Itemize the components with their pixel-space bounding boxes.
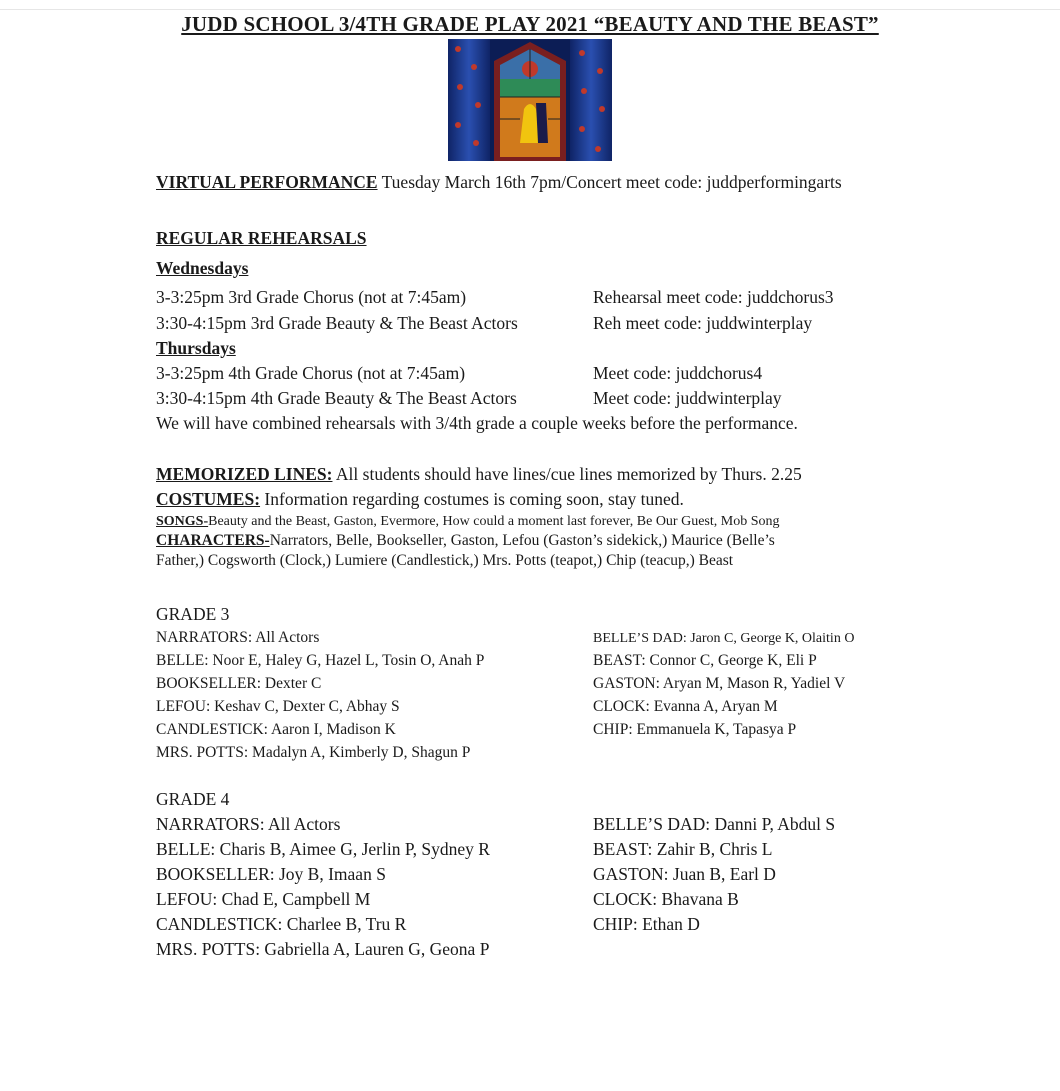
cast-entry: LEFOU: Keshav C, Dexter C, Abhay S [156, 698, 400, 715]
virtual-performance-label: VIRTUAL PERFORMANCE [156, 172, 378, 192]
cast-entry: MRS. POTTS: Madalyn A, Kimberly D, Shagun P [156, 744, 471, 761]
wednesdays-heading: Wednesdays [156, 258, 249, 278]
memorized-lines-text: All students should have lines/cue lines memorized by Thurs. 2.25 [335, 464, 802, 484]
wed-rehearsal-time: 3:30-4:15pm 3rd Grade Beauty & The Beast Actors [156, 313, 518, 333]
stained-glass-image [448, 39, 612, 161]
virtual-performance-text: Tuesday March 16th 7pm/Concert meet code: juddperformingarts [381, 172, 842, 192]
cast-entry: CANDLESTICK: Aaron I, Madison K [156, 721, 396, 738]
top-divider [0, 9, 1060, 10]
memorized-lines-label: MEMORIZED LINES: [156, 464, 333, 484]
thu-rehearsal-code: Meet code: juddchorus4 [593, 363, 763, 383]
thursdays-heading: Thursdays [156, 338, 236, 358]
cast-entry: MRS. POTTS: Gabriella A, Lauren G, Geona P [156, 939, 490, 959]
cast-entry: CHIP: Ethan D [593, 914, 700, 934]
cast-entry: BELLE’S DAD: Jaron C, George K, Olaitin O [593, 631, 855, 646]
page-title: JUDD SCHOOL 3/4TH GRADE PLAY 2021 “BEAUTY AND THE BEAST” [181, 12, 879, 36]
characters-text: Narrators, Belle, Bookseller, Gaston, Lefou (Gaston’s sidekick,) Maurice (Belle’s [269, 532, 775, 549]
cast-entry: BELLE’S DAD: Danni P, Abdul S [593, 814, 836, 834]
cast-entry: CLOCK: Bhavana B [593, 889, 739, 909]
costumes-line [156, 488, 684, 510]
cast-entry: BELLE: Charis B, Aimee G, Jerlin P, Sydney R [156, 839, 490, 859]
rehearsals-heading: REGULAR REHEARSALS [156, 228, 367, 248]
costumes-label: COSTUMES: [156, 489, 261, 509]
thu-rehearsal-code: Meet code: juddwinterplay [593, 388, 782, 408]
wed-rehearsal-code: Rehearsal meet code: juddchorus3 [593, 287, 834, 307]
cast-entry: BOOKSELLER: Dexter C [156, 675, 322, 692]
characters-label: CHARACTERS- [156, 532, 270, 549]
stained-glass-art [448, 39, 612, 161]
characters-line [156, 531, 775, 551]
cast-entry: CANDLESTICK: Charlee B, Tru R [156, 914, 407, 934]
combined-rehearsal-note: We will have combined rehearsals with 3/4th grade a couple weeks before the performance. [156, 413, 798, 433]
cast-entry: BELLE: Noor E, Haley G, Hazel L, Tosin O, Anah P [156, 652, 485, 669]
memorized-lines-line [156, 463, 802, 485]
cast-entry: GASTON: Juan B, Earl D [593, 864, 776, 884]
thu-rehearsal-time: 3-3:25pm 4th Grade Chorus (not at 7:45am) [156, 363, 466, 383]
virtual-performance-line [156, 171, 842, 193]
thu-rehearsal-time: 3:30-4:15pm 4th Grade Beauty & The Beast Actors [156, 388, 517, 408]
costumes-text: Information regarding costumes is coming soon, stay tuned. [264, 489, 684, 509]
grade4-heading: GRADE 4 [156, 789, 230, 809]
songs-text: Beauty and the Beast, Gaston, Evermore, How could a moment last forever, Be Our Guest, Mob Song [208, 514, 780, 529]
songs-line [156, 513, 780, 531]
cast-entry: GASTON: Aryan M, Mason R, Yadiel V [593, 675, 846, 692]
wed-rehearsal-code: Reh meet code: juddwinterplay [593, 313, 813, 333]
characters-line-2: Father,) Cogsworth (Clock,) Lumiere (Candlestick,) Mrs. Potts (teapot,) Chip (teacup,) Beast [156, 552, 734, 569]
cast-entry: LEFOU: Chad E, Campbell M [156, 889, 371, 909]
cast-entry: BEAST: Zahir B, Chris L [593, 839, 773, 859]
cast-entry: BOOKSELLER: Joy B, Imaan S [156, 864, 386, 884]
grade3-heading: GRADE 3 [156, 604, 230, 624]
wed-rehearsal-time: 3-3:25pm 3rd Grade Chorus (not at 7:45am) [156, 287, 467, 307]
songs-label: SONGS- [156, 514, 209, 529]
cast-entry: CLOCK: Evanna A, Aryan M [593, 698, 778, 715]
cast-entry: NARRATORS: All Actors [156, 814, 341, 834]
cast-entry: CHIP: Emmanuela K, Tapasya P [593, 721, 797, 738]
cast-entry: NARRATORS: All Actors [156, 629, 320, 646]
cast-entry: BEAST: Connor C, George K, Eli P [593, 652, 817, 669]
